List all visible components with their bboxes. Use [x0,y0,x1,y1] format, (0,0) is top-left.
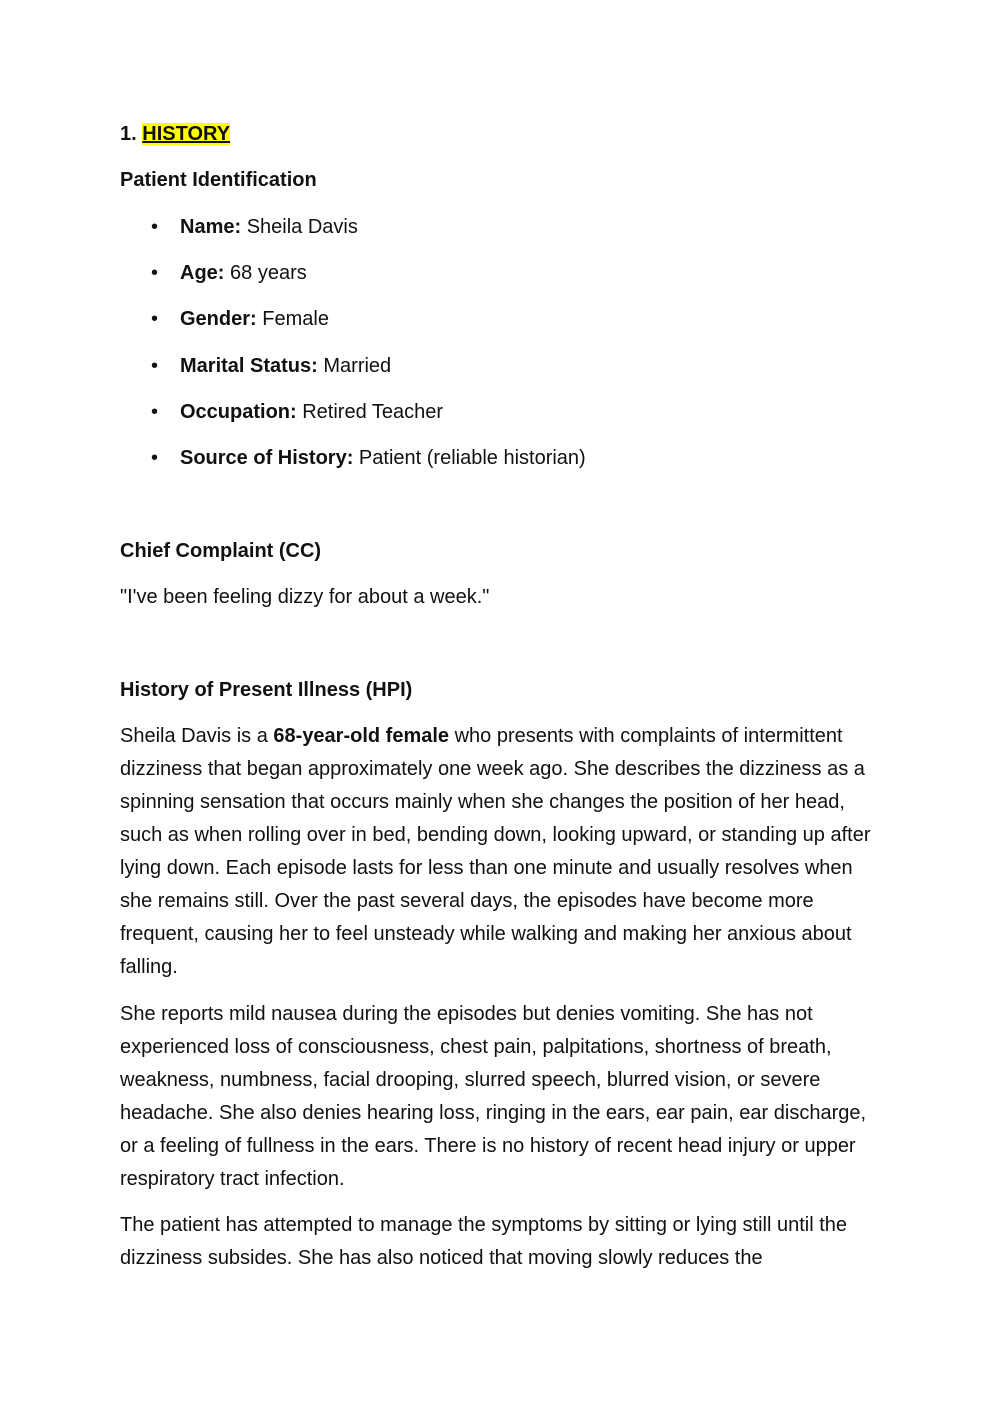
bullet-icon: • [151,446,159,469]
hpi-p1-bold: 68-year-old female [273,725,450,747]
item-label: Marital Status: [180,354,318,377]
list-item [120,257,586,303]
item-value: Sheila Davis [246,216,358,238]
item-value: Retired Teacher [302,400,444,423]
bullet-icon: • [151,262,159,285]
hpi-p1-rest: who presents with complaints of intermittent dizziness that began approximately one week ago. She describes the dizziness as a spinning sensation that occurs mainly when she changes the position of her head, such as when rolling over in bed, bending down, looking upward, or standing up after lying down. Each episode lasts for less than one minute and usually resolves when she remains still. Over the past several days, the episodes have become more frequent, causing her to feel unsteady while walking and making her anxious about falling. [120,725,871,978]
item-value: Female [262,308,329,331]
patient-identification-list [120,211,586,488]
bullet-icon: • [151,308,159,331]
patient-identification-heading: Patient Identification [120,169,317,191]
section-number: 1. [120,123,137,145]
hpi-paragraph-2: She reports mild nausea during the episodes but denies vomiting. She has not experienced loss of consciousness, chest pain, palpitations, shortness of breath, weakness, numbness, facial drooping, slurred speech, blurred vision, or severe headache. She also denies hearing loss, ringing in the ears, ear pain, ear discharge, or a feeling of fullness in the ears. There is no history of recent head injury or upper respiratory tract infection. [120,1003,867,1190]
bullet-icon: • [151,216,159,238]
list-item [120,350,586,396]
item-label: Name: [180,216,242,238]
hpi-p1-lead: Sheila Davis is a [120,725,274,747]
chief-complaint-heading: Chief Complaint (CC) [120,540,322,562]
item-label: Age: [180,262,225,285]
item-label: Occupation: [180,400,297,423]
item-value: 68 years [230,262,307,285]
item-label: Gender: [180,308,257,331]
bullet-icon: • [151,354,159,377]
hpi-paragraph-3: The patient has attempted to manage the symptoms by sitting or lying still until the dizziness subsides. She has also noticed that moving slowly reduces the [120,1214,848,1269]
list-item [120,396,586,442]
hpi-heading: History of Present Illness (HPI) [120,679,413,701]
hpi-paragraph-1 [120,720,880,984]
bullet-icon: • [151,400,159,423]
chief-complaint-text: "I've been feeling dizzy for about a week." [120,586,490,608]
item-label: Source of History: [180,446,354,469]
section-heading [120,118,230,150]
list-item [120,211,586,257]
list-item [120,442,586,488]
item-value: Married [323,354,392,377]
list-item [120,303,586,349]
section-title: HISTORY [142,123,231,145]
item-value: Patient (reliable historian) [358,446,586,469]
